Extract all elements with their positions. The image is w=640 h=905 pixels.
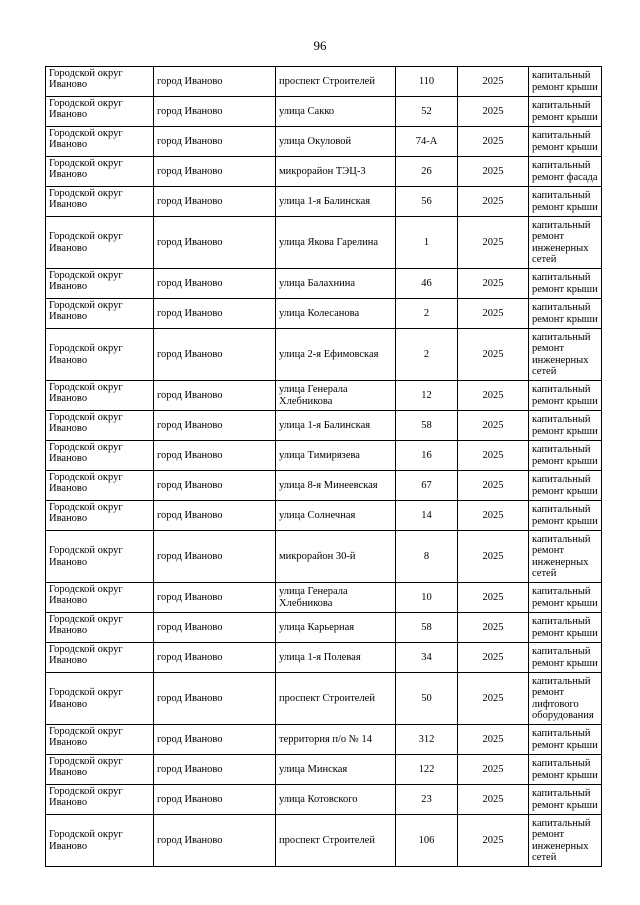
house-cell: 110 [396, 67, 458, 97]
region-cell: Городской округ Иваново [46, 269, 154, 299]
work-cell: капитальный ремонт крыши [529, 785, 602, 815]
house-cell: 26 [396, 157, 458, 187]
year-cell: 2025 [458, 411, 529, 441]
table-row [46, 411, 602, 441]
table-row [46, 441, 602, 471]
street-cell: улица 1-я Балинская [276, 411, 396, 441]
street-cell: улица 2-я Ефимовская [276, 329, 396, 381]
year-cell: 2025 [458, 217, 529, 269]
region-cell: Городской округ Иваново [46, 471, 154, 501]
house-cell: 52 [396, 97, 458, 127]
work-cell: капитальный ремонт крыши [529, 67, 602, 97]
table-row [46, 217, 602, 269]
table-row [46, 643, 602, 673]
city-cell: город Иваново [154, 269, 276, 299]
street-cell: проспект Строителей [276, 67, 396, 97]
region-cell: Городской округ Иваново [46, 127, 154, 157]
table-row [46, 613, 602, 643]
house-cell: 2 [396, 329, 458, 381]
year-cell: 2025 [458, 381, 529, 411]
year-cell: 2025 [458, 187, 529, 217]
city-cell: город Иваново [154, 755, 276, 785]
year-cell: 2025 [458, 501, 529, 531]
year-cell: 2025 [458, 157, 529, 187]
city-cell: город Иваново [154, 785, 276, 815]
region-cell: Городской округ Иваново [46, 381, 154, 411]
street-cell: территория п/о № 14 [276, 725, 396, 755]
table-row [46, 381, 602, 411]
year-cell: 2025 [458, 785, 529, 815]
region-cell: Городской округ Иваново [46, 411, 154, 441]
region-cell: Городской округ Иваново [46, 755, 154, 785]
table-row [46, 299, 602, 329]
street-cell: улица 1-я Балинская [276, 187, 396, 217]
work-cell: капитальный ремонт крыши [529, 299, 602, 329]
year-cell: 2025 [458, 583, 529, 613]
table-row [46, 471, 602, 501]
work-cell: капитальный ремонт инженерных сетей [529, 531, 602, 583]
house-cell: 58 [396, 613, 458, 643]
region-cell: Городской округ Иваново [46, 97, 154, 127]
city-cell: город Иваново [154, 157, 276, 187]
work-cell: капитальный ремонт инженерных сетей [529, 815, 602, 867]
street-cell: микрорайон ТЭЦ-3 [276, 157, 396, 187]
region-cell: Городской округ Иваново [46, 583, 154, 613]
city-cell: город Иваново [154, 815, 276, 867]
table-row [46, 785, 602, 815]
table-row [46, 583, 602, 613]
house-cell: 312 [396, 725, 458, 755]
street-cell: улица Балахнина [276, 269, 396, 299]
work-cell: капитальный ремонт крыши [529, 613, 602, 643]
city-cell: город Иваново [154, 583, 276, 613]
house-cell: 74-А [396, 127, 458, 157]
region-cell: Городской округ Иваново [46, 157, 154, 187]
city-cell: город Иваново [154, 441, 276, 471]
region-cell: Городской округ Иваново [46, 643, 154, 673]
city-cell: город Иваново [154, 299, 276, 329]
table-row [46, 815, 602, 867]
work-cell: капитальный ремонт инженерных сетей [529, 217, 602, 269]
table-row [46, 501, 602, 531]
work-cell: капитальный ремонт крыши [529, 725, 602, 755]
work-cell: капитальный ремонт крыши [529, 583, 602, 613]
year-cell: 2025 [458, 613, 529, 643]
year-cell: 2025 [458, 269, 529, 299]
city-cell: город Иваново [154, 411, 276, 441]
street-cell: проспект Строителей [276, 815, 396, 867]
work-cell: капитальный ремонт фасада [529, 157, 602, 187]
city-cell: город Иваново [154, 187, 276, 217]
city-cell: город Иваново [154, 643, 276, 673]
year-cell: 2025 [458, 67, 529, 97]
work-cell: капитальный ремонт крыши [529, 97, 602, 127]
work-cell: капитальный ремонт крыши [529, 127, 602, 157]
year-cell: 2025 [458, 725, 529, 755]
work-cell: капитальный ремонт крыши [529, 269, 602, 299]
region-cell: Городской округ Иваново [46, 329, 154, 381]
street-cell: улица 8-я Минеевская [276, 471, 396, 501]
page-number: 96 [313, 38, 327, 53]
table-row [46, 531, 602, 583]
city-cell: город Иваново [154, 97, 276, 127]
city-cell: город Иваново [154, 501, 276, 531]
region-cell: Городской округ Иваново [46, 299, 154, 329]
house-cell: 106 [396, 815, 458, 867]
street-cell: улица Котовского [276, 785, 396, 815]
year-cell: 2025 [458, 815, 529, 867]
house-cell: 8 [396, 531, 458, 583]
work-cell: капитальный ремонт инженерных сетей [529, 329, 602, 381]
table-row [46, 187, 602, 217]
house-cell: 122 [396, 755, 458, 785]
work-cell: капитальный ремонт крыши [529, 411, 602, 441]
house-cell: 50 [396, 673, 458, 725]
year-cell: 2025 [458, 127, 529, 157]
house-cell: 10 [396, 583, 458, 613]
region-cell: Городской округ Иваново [46, 673, 154, 725]
region-cell: Городской округ Иваново [46, 785, 154, 815]
repair-table [45, 66, 602, 867]
table-row [46, 269, 602, 299]
table-row [46, 725, 602, 755]
city-cell: город Иваново [154, 613, 276, 643]
street-cell: улица Якова Гарелина [276, 217, 396, 269]
table-row [46, 755, 602, 785]
work-cell: капитальный ремонт крыши [529, 643, 602, 673]
street-cell: улица Генерала Хлебникова [276, 583, 396, 613]
house-cell: 56 [396, 187, 458, 217]
region-cell: Городской округ Иваново [46, 725, 154, 755]
work-cell: капитальный ремонт крыши [529, 755, 602, 785]
house-cell: 23 [396, 785, 458, 815]
year-cell: 2025 [458, 531, 529, 583]
region-cell: Городской округ Иваново [46, 217, 154, 269]
work-cell: капитальный ремонт крыши [529, 441, 602, 471]
region-cell: Городской округ Иваново [46, 815, 154, 867]
table-row [46, 127, 602, 157]
year-cell: 2025 [458, 755, 529, 785]
table-row [46, 67, 602, 97]
region-cell: Городской округ Иваново [46, 613, 154, 643]
year-cell: 2025 [458, 97, 529, 127]
house-cell: 2 [396, 299, 458, 329]
city-cell: город Иваново [154, 673, 276, 725]
work-cell: капитальный ремонт крыши [529, 471, 602, 501]
work-cell: капитальный ремонт лифтового оборудования [529, 673, 602, 725]
house-cell: 34 [396, 643, 458, 673]
street-cell: проспект Строителей [276, 673, 396, 725]
street-cell: улица Минская [276, 755, 396, 785]
year-cell: 2025 [458, 329, 529, 381]
year-cell: 2025 [458, 441, 529, 471]
street-cell: улица Тимирязева [276, 441, 396, 471]
street-cell: улица Колесанова [276, 299, 396, 329]
house-cell: 46 [396, 269, 458, 299]
city-cell: город Иваново [154, 471, 276, 501]
city-cell: город Иваново [154, 531, 276, 583]
city-cell: город Иваново [154, 381, 276, 411]
year-cell: 2025 [458, 643, 529, 673]
table-row [46, 97, 602, 127]
street-cell: улица Генерала Хлебникова [276, 381, 396, 411]
city-cell: город Иваново [154, 725, 276, 755]
house-cell: 67 [396, 471, 458, 501]
city-cell: город Иваново [154, 217, 276, 269]
table-row [46, 673, 602, 725]
region-cell: Городской округ Иваново [46, 501, 154, 531]
work-cell: капитальный ремонт крыши [529, 501, 602, 531]
street-cell: улица Карьерная [276, 613, 396, 643]
work-cell: капитальный ремонт крыши [529, 187, 602, 217]
house-cell: 12 [396, 381, 458, 411]
street-cell: микрорайон 30-й [276, 531, 396, 583]
street-cell: улица Сакко [276, 97, 396, 127]
house-cell: 58 [396, 411, 458, 441]
street-cell: улица Солнечная [276, 501, 396, 531]
work-cell: капитальный ремонт крыши [529, 381, 602, 411]
year-cell: 2025 [458, 299, 529, 329]
region-cell: Городской округ Иваново [46, 441, 154, 471]
city-cell: город Иваново [154, 329, 276, 381]
region-cell: Городской округ Иваново [46, 531, 154, 583]
region-cell: Городской округ Иваново [46, 187, 154, 217]
house-cell: 14 [396, 501, 458, 531]
table-row [46, 157, 602, 187]
street-cell: улица 1-я Полевая [276, 643, 396, 673]
house-cell: 16 [396, 441, 458, 471]
year-cell: 2025 [458, 673, 529, 725]
year-cell: 2025 [458, 471, 529, 501]
region-cell: Городской округ Иваново [46, 67, 154, 97]
table-row [46, 329, 602, 381]
city-cell: город Иваново [154, 67, 276, 97]
street-cell: улица Окуловой [276, 127, 396, 157]
city-cell: город Иваново [154, 127, 276, 157]
house-cell: 1 [396, 217, 458, 269]
